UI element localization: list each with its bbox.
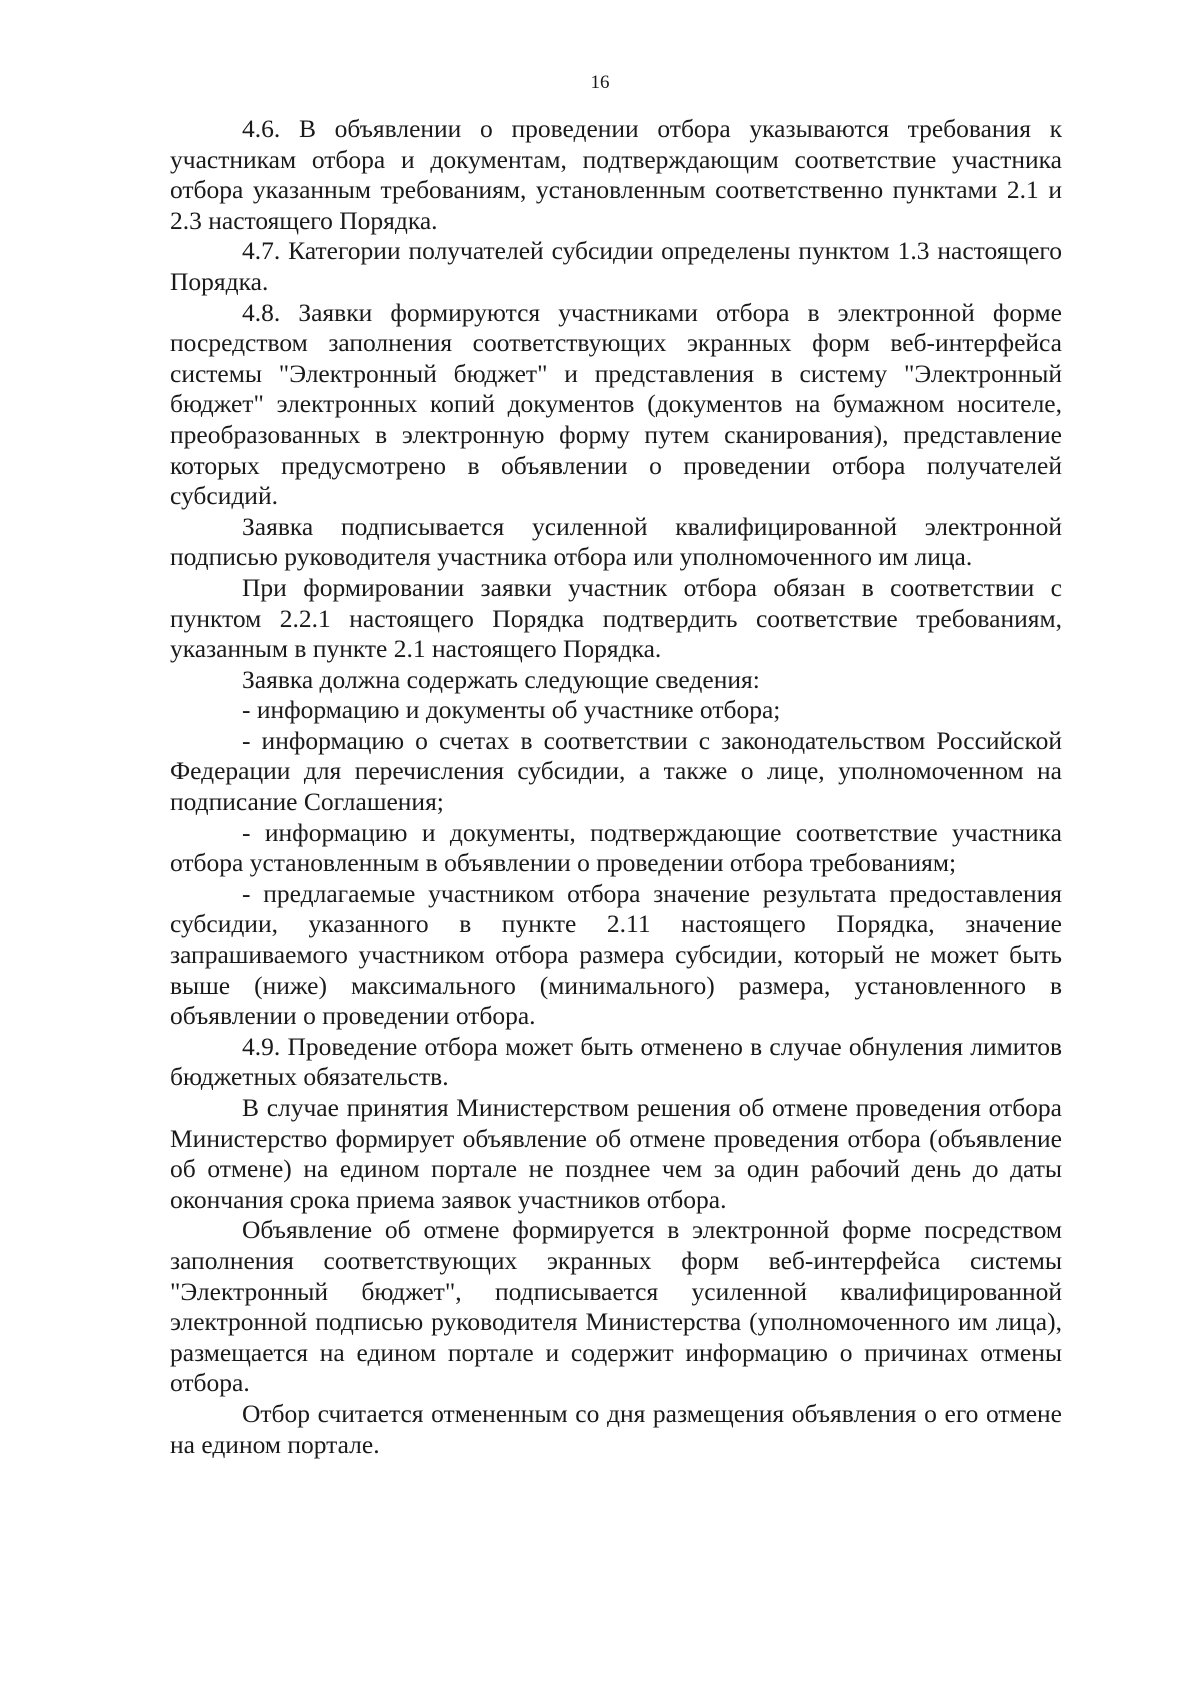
list-item-participant-info: - информацию и документы об участнике отбора; [242,695,781,725]
document-body [170,114,1062,1460]
paragraph-cancellation-effective: Отбор считается отмененным со дня размещения объявления о его отмене на едином портале. [170,1398,1062,1459]
paragraph-cancellation-form: Объявление об отмене формируется в электронной форме посредством заполнения соответствующих экранных форм веб-интерфейса системы "Электронный бюджет", подписывается усиленной квалифицированной электронной подписью руководителя Министерства (уполномоченного им лица), размещается на едином портале и содержит информацию о причинах отмены отбора. [170,1215,1062,1398]
paragraph-cancellation-announcement: В случае принятия Министерством решения об отмене проведения отбора Министерство формирует объявление об отмене проведения отбора (объявление об отмене) на едином портале не позднее чем за один рабочий день до даты окончания срока приема заявок участников отбора. [170,1093,1062,1214]
paragraph-4-9: 4.9. Проведение отбора может быть отменено в случае обнуления лимитов бюджетных обязательств. [170,1031,1062,1092]
paragraph-4-8: 4.8. Заявки формируются участниками отбора в электронной форме посредством заполнения соответствующих экранных форм веб-интерфейса системы "Электронный бюджет" и представления в систему "Электронный бюджет" электронных копий документов (документов на бумажном носителе, преобразованных в электронную форму путем сканирования), представление которых предусмотрено в объявлении о проведении отбора получателей субсидий. [170,297,1062,511]
list-item-account-info: - информацию о счетах в соответствии с законодательством Российской Федерации для перечисления субсидии, а также о лице, уполномоченном на подписание Соглашения; [170,725,1062,817]
page-number: 16 [590,72,610,93]
paragraph-4-6: 4.6. В объявлении о проведении отбора указываются требования к участникам отбора и документам, подтверждающим соответствие участника отбора указанным требованиям, установленным соответственно пунктами 2.1 и 2.3 настоящего Порядка. [170,114,1062,235]
paragraph-confirmation-requirement: При формировании заявки участник отбора обязан в соответствии с пунктом 2.2.1 настоящего Порядка подтвердить соответствие требованиям, указанным в пункте 2.1 настоящего Порядка. [170,572,1062,664]
list-item-proposed-values: - предлагаемые участником отбора значение результата предоставления субсидии, указанного в пункте 2.11 настоящего Порядка, значение запрашиваемого участником отбора размера субсидии, который не может быть выше (ниже) максимального (минимального) размера, установленного в объявлении о проведении отбора. [170,878,1062,1031]
paragraph-contents-intro: Заявка должна содержать следующие сведения: [242,664,760,694]
paragraph-4-7: 4.7. Категории получателей субсидии определены пунктом 1.3 настоящего Порядка. [170,236,1062,296]
paragraph-signature-requirement: Заявка подписывается усиленной квалифицированной электронной подписью руководителя участника отбора или уполномоченного им лица. [170,511,1062,572]
list-item-compliance-documents: - информацию и документы, подтверждающие соответствие участника отбора установленным в объявлении о проведении отбора требованиям; [170,817,1062,878]
